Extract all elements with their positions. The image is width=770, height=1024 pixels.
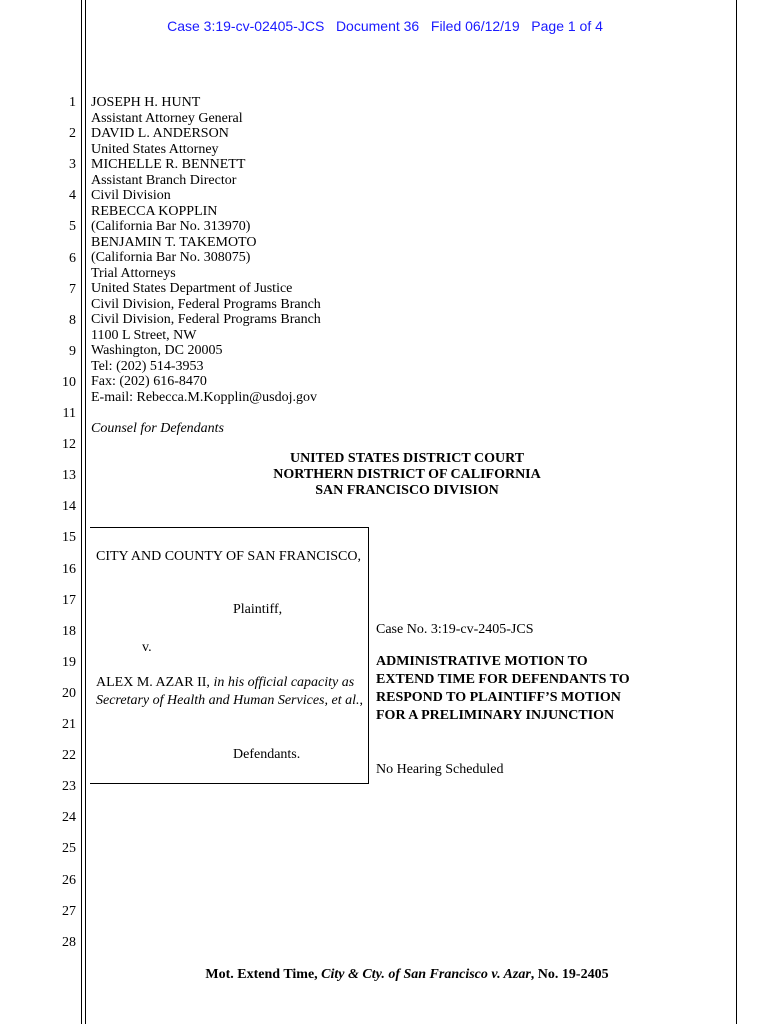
plaintiff-name: CITY AND COUNTY OF SAN FRANCISCO, (96, 549, 361, 564)
line-number: 1 (69, 95, 76, 110)
line-number: 28 (62, 934, 76, 950)
counsel-block (91, 95, 321, 405)
counsel-line: Civil Division (91, 188, 171, 203)
case-caption-box (90, 527, 369, 784)
counsel-line: E-mail: Rebecca.M.Kopplin@usdoj.gov (91, 389, 317, 405)
line-number: 24 (62, 810, 76, 826)
line-number: 16 (62, 561, 76, 577)
line-number: 15 (62, 530, 76, 546)
defendant-name-text: ALEX M. AZAR II, (96, 675, 210, 690)
line-number: 22 (62, 748, 76, 764)
footer-suffix: , No. 19-2405 (530, 967, 609, 982)
line-number: 3 (69, 157, 76, 173)
counsel-label: Counsel for Defendants (91, 421, 224, 436)
defendant-name (96, 674, 366, 710)
line-number: 8 (69, 312, 76, 328)
counsel-line: Assistant Attorney General (91, 110, 243, 126)
defendant-role: Defendants. (233, 747, 301, 762)
line-number: 11 (62, 406, 76, 421)
line-number: 18 (62, 623, 76, 639)
left-margin-rule-inner (85, 0, 86, 1024)
left-margin-rule-outer (81, 0, 82, 1024)
court-heading (200, 451, 614, 499)
footer-prefix: Mot. Extend Time, (205, 967, 322, 982)
footer-case-name: City & Cty. of San Francisco v. Azar (321, 967, 531, 982)
counsel-line: JOSEPH H. HUNT (91, 95, 201, 110)
plaintiff-role: Plaintiff, (233, 602, 283, 617)
counsel-line: MICHELLE R. BENNETT (91, 157, 246, 172)
counsel-line: 1100 L Street, NW (91, 327, 197, 343)
line-number: 20 (62, 685, 76, 701)
line-number: 2 (69, 126, 76, 142)
counsel-line: Tel: (202) 514-3953 (91, 358, 204, 374)
counsel-line: Trial Attorneys (91, 265, 176, 281)
counsel-line: (California Bar No. 308075) (91, 250, 251, 265)
court-district: NORTHERN DISTRICT OF CALIFORNIA (273, 467, 541, 482)
line-number: 25 (62, 841, 76, 857)
defendant-capacity: in his official capacity as Secretary of Health and Human Services, et al. (96, 675, 360, 708)
ecf-header: Case 3:19-cv-02405-JCS Document 36 Filed 06/12/19 Page 1 of 4 (167, 18, 603, 34)
counsel-line: BENJAMIN T. TAKEMOTO (91, 234, 257, 250)
counsel-line: REBECCA KOPPLIN (91, 203, 218, 219)
counsel-line: United States Attorney (91, 141, 219, 157)
line-number: 10 (62, 374, 76, 390)
court-division: SAN FRANCISCO DIVISION (315, 483, 499, 498)
line-number: 5 (69, 219, 76, 235)
counsel-line: (California Bar No. 313970) (91, 219, 251, 234)
line-number: 19 (62, 654, 76, 670)
counsel-line: United States Department of Justice (91, 281, 293, 296)
case-number: Case No. 3:19-cv-2405-JCS (376, 622, 534, 637)
defendant-suffix: , (359, 693, 363, 708)
counsel-line: Washington, DC 20005 (91, 343, 223, 358)
line-number: 21 (62, 717, 76, 732)
right-margin-rule (736, 0, 737, 1024)
line-number: 26 (62, 872, 76, 888)
motion-title: ADMINISTRATIVE MOTION TO EXTEND TIME FOR DEFENDANTS TO RESPOND TO PLAINTIFF’S MOTION FOR A PRELIMINARY INJUNCTION (376, 654, 630, 723)
line-number: 6 (69, 250, 76, 266)
line-number: 4 (69, 188, 76, 204)
counsel-line: Civil Division, Federal Programs Branch (91, 312, 321, 327)
line-number: 27 (62, 903, 76, 919)
line-number: 7 (69, 281, 76, 297)
line-number: 17 (62, 592, 76, 608)
line-number: 12 (62, 437, 76, 453)
line-number: 14 (62, 499, 76, 515)
line-number: 13 (62, 468, 76, 484)
line-number: 23 (62, 779, 76, 795)
counsel-line: Civil Division, Federal Programs Branch (91, 296, 321, 312)
counsel-line: DAVID L. ANDERSON (91, 126, 229, 141)
counsel-line: Assistant Branch Director (91, 172, 237, 188)
court-name: UNITED STATES DISTRICT COURT (289, 451, 525, 466)
line-number: 9 (69, 343, 76, 359)
counsel-line: Fax: (202) 616-8470 (91, 374, 207, 389)
hearing-note: No Hearing Scheduled (376, 762, 504, 777)
versus: v. (142, 640, 152, 655)
page-footer (90, 967, 724, 983)
